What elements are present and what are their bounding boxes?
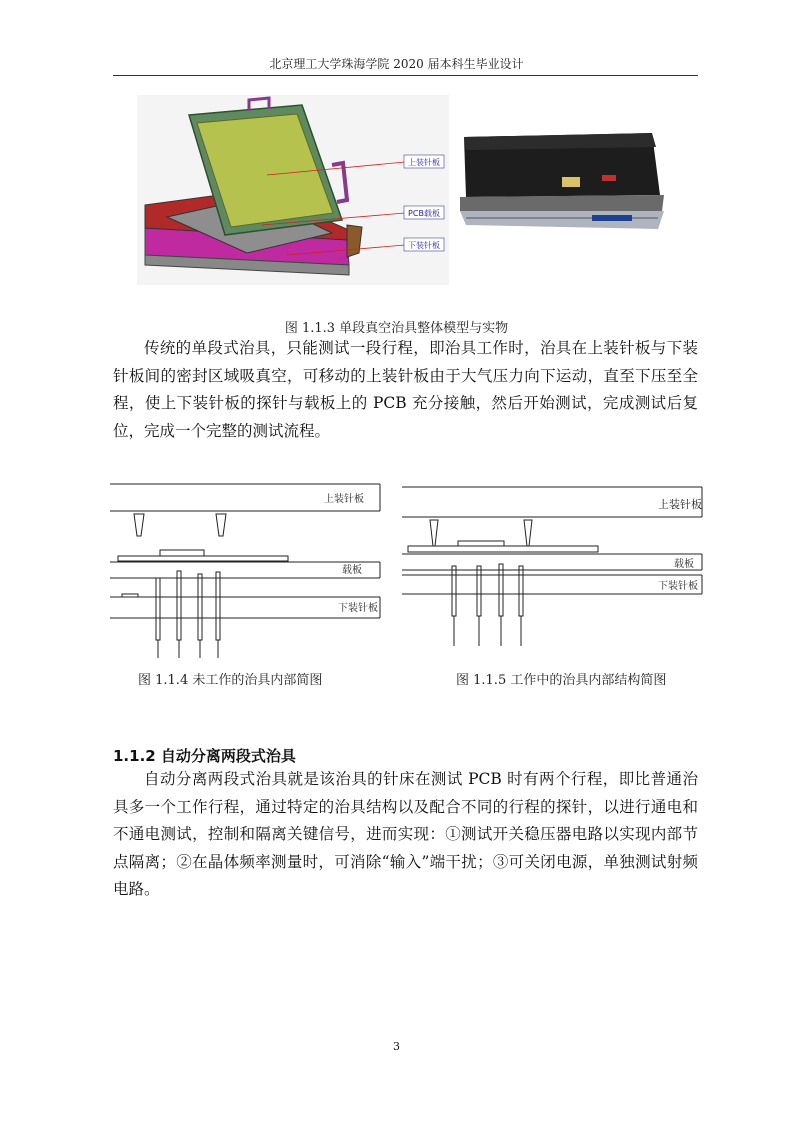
section-heading: 1.1.2 自动分离两段式治具: [113, 747, 296, 765]
diagram-label-carrier: 载板: [342, 565, 362, 576]
fixture-photo-image: [452, 125, 670, 235]
working-fixture-diagram: [400, 484, 705, 654]
running-header: 北京理工大学珠海学院 2020 届本科生毕业设计: [269, 57, 524, 71]
paragraph-text: 自动分离两段式治具就是该治具的针床在测试 PCB 时有两个行程，即比普通治具多一个工作行程，通过特定的治具结构以及配合不同的行程的探针，以进行通电和不通电测试，控制和隔离关键信号，进而实现：①测试开关稳压器电路以实现内部节点隔离；②在晶体频率测量时，可消除“输入”端干扰；③可关闭电源，单独测试射频电路。: [113, 770, 698, 898]
label-lower-plate: 下装针板: [408, 241, 440, 250]
figure-1-1-5-caption: 图 1.1.5 工作中的治具内部结构简图: [456, 673, 667, 688]
diagram-label-upper: 上装针板: [324, 494, 364, 505]
idle-fixture-diagram: [108, 478, 388, 663]
figure-1-1-4-caption: 图 1.1.4 未工作的治具内部简图: [138, 673, 323, 688]
page-number: 3: [393, 1040, 400, 1053]
label-upper-plate: 上装针板: [408, 158, 440, 167]
diagram-label-lower: 下装针板: [338, 603, 378, 614]
fixture-cad-model-image: [137, 95, 449, 285]
figure-1-1-3-caption: 图 1.1.3 单段真空治具整体模型与实物: [284, 321, 509, 336]
label-pcb-carrier: PCB载板: [408, 209, 440, 218]
paragraph-text: 传统的单段式治具，只能测试一段行程，即治具工作时，治具在上装针板与下装针板间的密封区域吸真空，可移动的上装针板由于大气压力向下运动，直至下压至全程，使上下装针板的探针与载板上的 PCB 充分接触，然后开始测试，完成测试后复位，完成一个完整的测试流程。: [113, 339, 698, 440]
diagram-label-lower: 下装针板: [658, 581, 698, 592]
diagram-label-carrier: 载板: [674, 559, 694, 570]
diagram-label-upper: 上装针板: [658, 498, 702, 511]
paragraph-two-stage: [113, 766, 698, 904]
paragraph-single-stage: [113, 335, 698, 445]
header-rule: [113, 75, 698, 76]
